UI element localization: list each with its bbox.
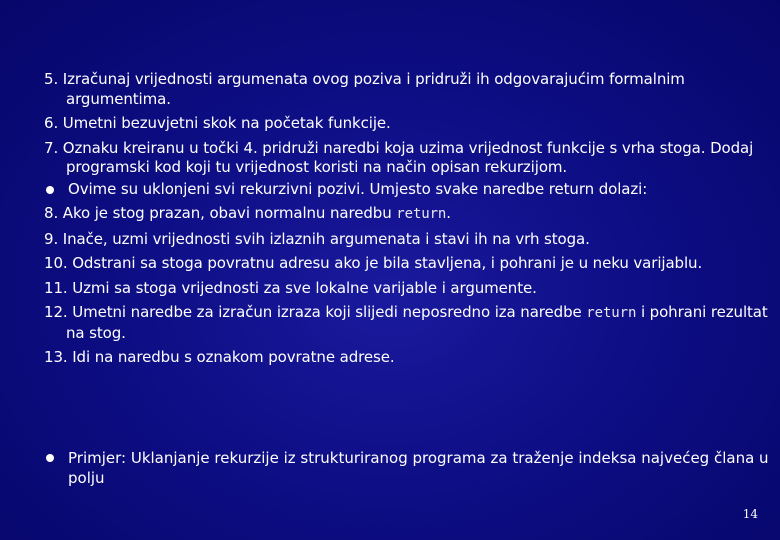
example-bullet <box>44 448 772 488</box>
step-7: 7. Oznaku kreiranu u točki 4. pridruži naredbi koja uzima vrijednost funkcije s vrha stoga. Dodaj programski kod koji tu vrijednost koristi na način opisan rekurzijom. <box>44 138 754 176</box>
return-keyword: return <box>586 305 637 321</box>
step-8 <box>44 204 772 225</box>
page-number: 14 <box>742 507 758 521</box>
step-5: 5. Izračunaj vrijednosti argumenata ovog poziva i pridruži ih odgovarajućim formalnim argumentima. <box>44 70 685 108</box>
bullet-icon <box>46 454 54 462</box>
step-12-end: i pohrani rezultat na stog. <box>66 303 768 342</box>
step-8-text: 8. Ako je stog prazan, obavi normalnu naredbu <box>44 204 397 222</box>
step-12-text: 12. Umetni naredbe za izračun izraza koji slijedi neposredno iza naredbe <box>44 303 587 321</box>
step-10: 10. Odstrani sa stoga povratnu adresu ako je bila stavljena, i pohrani je u neku varijablu. <box>44 254 703 272</box>
step-11: 11. Uzmi sa stoga vrijednosti za sve lokalne varijable i argumente. <box>44 278 537 297</box>
bullet-icon <box>46 186 54 194</box>
step-9: 9. Inače, uzmi vrijednosti svih izlaznih argumenata i stavi ih na vrh stoga. <box>44 229 590 248</box>
slide-content <box>44 70 772 373</box>
step-12 <box>44 303 772 343</box>
bullet-item <box>44 180 772 200</box>
example-text: Primjer: Uklanjanje rekurzije iz strukturiranog programa za traženje indeksa najvećeg člana u polju <box>68 449 769 487</box>
step-13: 13. Idi na naredbu s oznakom povratne adrese. <box>44 348 395 366</box>
step-8-end: . <box>446 204 451 222</box>
bullet-text: Ovime su uklonjeni svi rekurzivni pozivi. Umjesto svake naredbe return dolazi: <box>68 179 648 198</box>
return-keyword: return <box>396 206 447 222</box>
step-6: 6. Umetni bezuvjetni skok na početak funkcije. <box>44 114 391 132</box>
